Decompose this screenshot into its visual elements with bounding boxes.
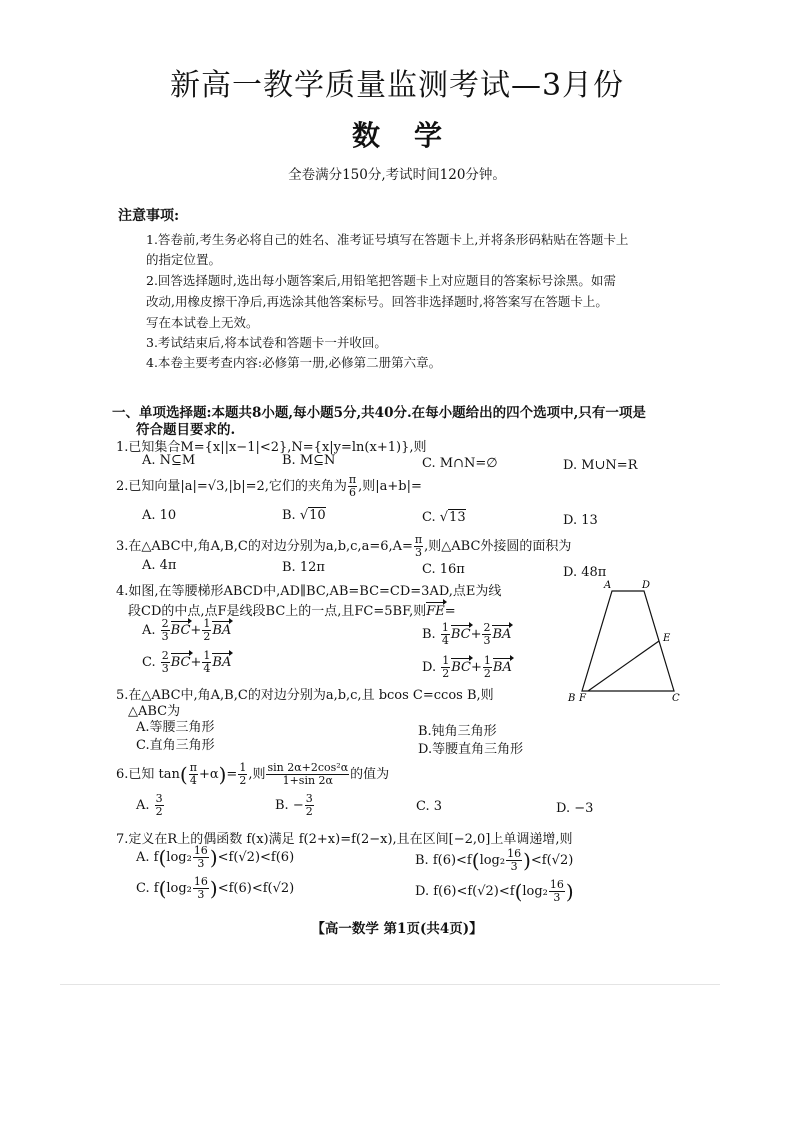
frac xyxy=(441,622,450,647)
q2-option-c: C. √13 xyxy=(422,510,466,525)
vector: BC xyxy=(450,627,471,642)
q6-inner-post: +α xyxy=(198,767,219,782)
q1-option-d: D. M∪N=R xyxy=(563,458,638,473)
q4-stem-line1: 4.如图,在等腰梯形ABCD中,AD∥BC,AB=BC=CD=3AD,点E为线 xyxy=(116,584,502,599)
frac-den: 4 xyxy=(441,634,449,647)
frac-num: 16 xyxy=(193,844,208,857)
q5-stem-line1: 5.在△ABC中,角A,B,C的对边分别为a,b,c,且 bcos C=ccos B,则 xyxy=(116,688,494,703)
q5-option-b: B.钝角三角形 xyxy=(418,724,497,739)
frac-num: 1 xyxy=(441,621,449,634)
page-footer: 【高一数学 第1页(共4页)】 xyxy=(311,921,483,937)
opt-label: C. xyxy=(422,510,440,525)
frac xyxy=(238,762,247,787)
opt-tail: <f(√2) xyxy=(530,853,574,868)
q4-option-a xyxy=(142,618,231,643)
label-c: C xyxy=(672,693,680,703)
frac-den: 2 xyxy=(305,805,313,818)
log-base: log₂ xyxy=(479,853,506,868)
q7-stem: 7.定义在R上的偶函数 f(x)满足 f(2+x)=f(2−x),且在区间[−2,0]上单调递增,则 xyxy=(116,832,573,847)
q6-eq: = xyxy=(226,767,238,782)
opt-tail: <f(√2)<f(6) xyxy=(217,850,295,865)
opt-label: D. f(6)<f(√2)<f xyxy=(415,884,515,899)
frac xyxy=(189,762,198,787)
frac-num: π xyxy=(348,473,357,486)
vector: BC xyxy=(170,655,191,670)
q5-stem-line2: △ABC为 xyxy=(128,704,181,719)
notice-line: 改动,用橡皮擦干净后,再选涂其他答案标号。回答非选择题时,将答案写在答题卡上。 xyxy=(146,294,608,309)
frac-den: 3 xyxy=(553,891,561,904)
q6-option-a xyxy=(136,793,165,818)
vector: BC xyxy=(170,623,191,638)
label-f: F xyxy=(579,693,586,703)
vector: BA xyxy=(212,655,232,670)
q6-option-c: C. 3 xyxy=(416,799,443,814)
q6-option-d: D. −3 xyxy=(556,801,594,816)
q2-stem-post: ,则|a+b|= xyxy=(358,479,422,494)
q3-stem xyxy=(116,534,571,559)
op: + xyxy=(470,660,482,675)
notice-heading: 注意事项: xyxy=(118,208,180,224)
frac-den: 3 xyxy=(483,634,491,647)
opt-label: A. xyxy=(142,623,160,638)
frac xyxy=(161,618,170,643)
section-heading: 一、单项选择题:本题共8小题,每小题5分,共40分.在每小题给出的四个选项中,只有一项是 xyxy=(112,405,646,421)
q1-stem: 1.已知集合M={x||x−1|<2},N={x|y=ln(x+1)},则 xyxy=(116,440,427,455)
frac xyxy=(549,879,565,904)
q4-stem-post: = xyxy=(444,604,456,619)
frac xyxy=(193,845,209,870)
q5-option-a: A.等腰三角形 xyxy=(136,720,215,735)
q5-option-d: D.等腰直角三角形 xyxy=(418,742,524,757)
opt-label: D. xyxy=(422,660,441,675)
frac-expression xyxy=(266,762,349,787)
opt-label: B. xyxy=(282,508,300,523)
op: + xyxy=(190,623,202,638)
q3-stem-post: ,则△ABC外接圆的面积为 xyxy=(424,539,572,554)
frac-num: π xyxy=(189,761,197,774)
frac-num: sin 2α+2cos²α xyxy=(267,761,349,774)
frac-num: 16 xyxy=(549,878,564,891)
notice-line: 的指定位置。 xyxy=(146,252,222,267)
frac-den: 2 xyxy=(483,667,491,680)
q3-angle-fraction xyxy=(414,534,423,559)
q6-stem-post: 的值为 xyxy=(350,767,390,782)
q2-stem xyxy=(116,474,422,499)
q2-option-b: B. √10 xyxy=(282,508,326,523)
frac-num: 3 xyxy=(155,792,163,805)
frac xyxy=(193,876,209,901)
q6-mid: ,则 xyxy=(248,767,266,782)
frac xyxy=(482,622,491,647)
q6-stem-pre: 6.已知 tan xyxy=(116,767,180,782)
q3-option-a: A. 4π xyxy=(142,558,177,573)
frac-den: 3 xyxy=(415,546,423,559)
vector: BA xyxy=(492,660,512,675)
opt-label: B. − xyxy=(275,798,304,813)
q2-option-a: A. 10 xyxy=(142,508,177,523)
q7-option-c: C. f(log₂ $\frac{16}{3}$ )<f(6)<f(√2) xyxy=(136,875,295,901)
frac-den: 2 xyxy=(203,630,211,643)
frac-den: 2 xyxy=(442,667,450,680)
frac-den: 3 xyxy=(510,860,518,873)
frac-den: 4 xyxy=(203,662,211,675)
frac-num: 1 xyxy=(203,649,211,662)
frac-num: 3 xyxy=(305,792,313,805)
opt-label: A. xyxy=(136,798,154,813)
opt-label: C. f xyxy=(136,881,159,896)
opt-label: B. xyxy=(422,627,440,642)
frac-num: 16 xyxy=(507,847,522,860)
q7-option-d: D. f(6)<f(√2)<f(log₂ $\frac{16}{3}$ ) xyxy=(415,878,574,904)
frac-den: 2 xyxy=(155,805,163,818)
frac-num: 1 xyxy=(442,654,450,667)
label-b: B xyxy=(568,693,576,703)
exam-info: 全卷满分150分,考试时间120分钟。 xyxy=(288,167,506,183)
label-d: D xyxy=(642,580,651,591)
frac xyxy=(155,793,164,818)
q1-option-c: C. M∩N=∅ xyxy=(422,456,498,471)
frac xyxy=(202,618,211,643)
frac-den: 3 xyxy=(197,888,205,901)
page-fold-line xyxy=(60,984,720,985)
q3-option-c: C. 16π xyxy=(422,562,465,577)
frac-num: 2 xyxy=(161,617,169,630)
notice-line: 1.答卷前,考生务必将自己的姓名、准考证号填写在答题卡上,并将条形码粘贴在答题卡上 xyxy=(146,232,629,247)
opt-label: A. f xyxy=(136,850,159,865)
notice-line: 4.本卷主要考查内容:必修第一册,必修第二册第六章。 xyxy=(146,355,442,370)
vector: BA xyxy=(212,623,232,638)
q4-option-b xyxy=(422,622,511,647)
exam-title: 新高一教学质量监测考试—3月份 xyxy=(169,68,625,103)
q7-option-b: B. f(6)<f(log₂ $\frac{16}{3}$ )<f(√2) xyxy=(415,847,574,873)
vector: BA xyxy=(492,627,512,642)
frac xyxy=(161,650,170,675)
q2-stem-pre: 2.已知向量|a|=√3,|b|=2,它们的夹角为 xyxy=(116,479,347,494)
q5-option-c: C.直角三角形 xyxy=(136,738,215,753)
q4-stem-line2 xyxy=(128,600,456,619)
q3-option-d: D. 48π xyxy=(563,565,607,580)
frac-num: π xyxy=(414,533,423,546)
frac-den: 6 xyxy=(348,486,356,499)
opt-label: B. f(6)<f xyxy=(415,853,472,868)
frac-num: 2 xyxy=(483,621,491,634)
q2-option-d: D. 13 xyxy=(563,513,598,528)
frac xyxy=(441,655,450,680)
log-base: log₂ xyxy=(166,881,192,896)
q3-option-b: B. 12π xyxy=(282,560,325,575)
frac-den: 3 xyxy=(161,630,169,643)
label-a: A xyxy=(604,580,612,591)
frac-num: 2 xyxy=(161,649,169,662)
q1-option-a: A. N⊆M xyxy=(142,453,196,468)
q2-angle-fraction xyxy=(348,474,357,499)
vector-fe: FE xyxy=(426,604,445,619)
label-e: E xyxy=(663,633,671,644)
frac-den: 4 xyxy=(189,774,197,787)
notice-line: 写在本试卷上无效。 xyxy=(146,315,259,330)
q4-stem-pre: 段CD的中点,点F是线段BC上的一点,且FC=5BF,则 xyxy=(128,604,427,619)
log-base: log₂ xyxy=(166,850,192,865)
subject-title: 数学 xyxy=(351,119,476,152)
frac xyxy=(202,650,211,675)
sqrt-value: 10 xyxy=(309,508,326,523)
q1-option-b: B. M⊆N xyxy=(282,453,336,468)
frac xyxy=(305,793,314,818)
q6-option-b xyxy=(275,793,315,818)
q3-stem-pre: 3.在△ABC中,角A,B,C的对边分别为a,b,c,a=6,A= xyxy=(116,539,413,554)
q4-option-c xyxy=(142,650,231,675)
q7-option-a: A. f(log₂ $\frac{16}{3}$ )<f(√2)<f(6) xyxy=(136,844,295,870)
frac-num: 1 xyxy=(483,654,491,667)
q6-stem: 6.已知 tan( $\frac{\pi}{4}$ +α)= $\frac{1}{2}$ ,则 $\frac{\text{sin 2α+2cos²α}}{1+\sin 2\alpha}$ 的值为 xyxy=(116,761,390,787)
frac xyxy=(483,655,492,680)
op: + xyxy=(470,627,482,642)
section-heading-cont: 符合题目要求的. xyxy=(136,422,236,438)
op: + xyxy=(190,655,202,670)
frac-den: 1+sin 2α xyxy=(282,774,333,787)
notice-line: 3.考试结束后,将本试卷和答题卡一并收回。 xyxy=(146,335,387,350)
opt-label: C. xyxy=(142,655,160,670)
frac-den: 3 xyxy=(161,662,169,675)
frac-den: 3 xyxy=(197,857,205,870)
q4-option-d xyxy=(422,655,512,680)
frac xyxy=(506,848,522,873)
vector: BC xyxy=(451,660,471,675)
trapezoid-figure xyxy=(560,578,690,703)
frac-num: 1 xyxy=(239,761,247,774)
frac-num: 16 xyxy=(193,875,208,888)
opt-tail: <f(6)<f(√2) xyxy=(217,881,295,896)
notice-line: 2.回答选择题时,选出每小题答案后,用铅笔把答题卡上对应题目的答案标号涂黑。如需 xyxy=(146,273,616,288)
frac-num: 1 xyxy=(203,617,211,630)
sqrt-value: 13 xyxy=(449,510,466,525)
log-base: log₂ xyxy=(522,884,548,899)
frac-den: 2 xyxy=(239,774,247,787)
